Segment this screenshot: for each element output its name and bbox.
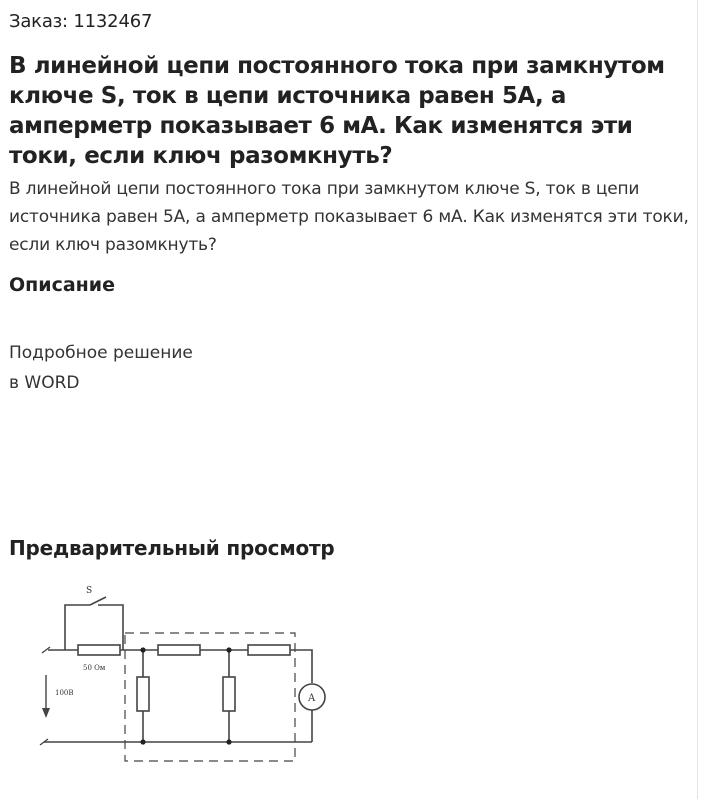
switch-blade: [90, 597, 106, 605]
junction-top-1: [140, 647, 145, 652]
voltage-arrow-head: [42, 708, 50, 718]
voltage-label: 100В: [55, 689, 74, 697]
ammeter-label: A: [308, 693, 316, 704]
switch-wire-right: [98, 605, 123, 650]
resistor-branch-1: [137, 677, 149, 711]
junction-bottom-2: [226, 739, 231, 744]
top-wire-right: [290, 650, 312, 683]
resistor-branch-2: [223, 677, 235, 711]
resistor-top-3: [248, 645, 290, 655]
body-line-1: Подробное решение: [9, 343, 193, 363]
switch-label: S: [86, 586, 93, 596]
page-title: В линейной цепи постоянного тока при замкнутом ключе S, ток в цепи источника равен 5А, а амперметр показывает 6 мА. Как изменятся эти токи, если ключ разомкнуть?: [9, 53, 665, 169]
resistor-label: 50 Ом: [83, 664, 106, 672]
junction-top-2: [226, 647, 231, 652]
resistor-top-2: [158, 645, 200, 655]
description-heading: Описание: [9, 274, 116, 296]
junction-bottom-1: [140, 739, 145, 744]
task-description: В линейной цепи постоянного тока при замкнутом ключе S, ток в цепи источника равен 5А, а амперметр показывает 6 мА. Как изменятся эти токи, если ключ разомкнуть?: [9, 179, 689, 255]
page-border: [697, 0, 698, 799]
preview-heading: Предварительный просмотр: [9, 536, 335, 560]
body-line-2: в WORD: [9, 373, 80, 393]
circuit-diagram: [30, 585, 330, 770]
switch-wire-left: [65, 605, 90, 650]
resistor-series: [78, 645, 120, 655]
order-number: Заказ: 1132467: [9, 11, 153, 32]
description-body: [9, 338, 193, 398]
